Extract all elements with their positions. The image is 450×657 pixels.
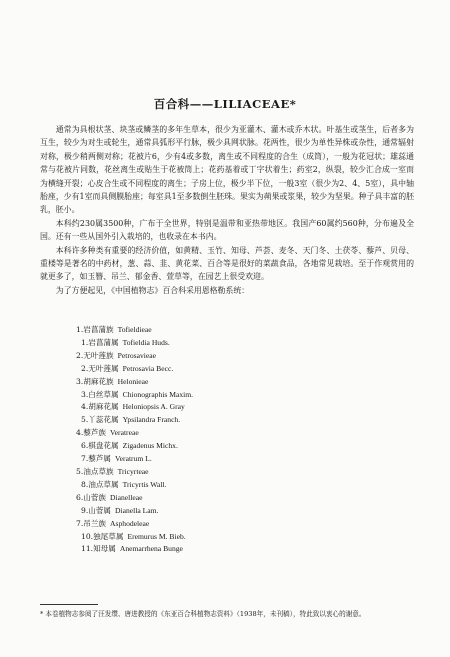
entry-latin-name: Chionographis Maxim. [122, 389, 194, 399]
entry-latin-name: Helonieae [117, 376, 149, 386]
entry-latin-name: Tofieldia Huds. [122, 337, 170, 347]
body-text [40, 123, 414, 297]
page-title: 百合科——LILIACEAE* [153, 97, 297, 111]
entry-latin-name: Heloniopsis A. Gray [122, 402, 185, 412]
genus-entry [76, 363, 406, 376]
entry-chinese-name: 3.胡麻花族 [76, 376, 114, 386]
entry-latin-name: Eremurus M. Bieb. [127, 531, 186, 541]
paragraph-distribution: 本科约230属3500种，广布于全世界，特别是温带和亚热带地区。我国产60属约560种，分布遍及全国。还有一些从国外引入栽培的，也收录在本书内。 [40, 218, 414, 242]
paragraph-economic-value: 本科许多种类有重要的经济价值，如黄精、玉竹、知母、芦荟、麦冬、天门冬、土茯苓、藜芦、贝母、重楼等是著名的中药材，葱、蒜、韭、黄花菜、百合等是很好的菜蔬食品，各地常见栽培。至于作观赏用的就更多了，如玉簪、吊兰、郁金香、萱草等，在园艺上很受欢迎。 [40, 245, 414, 282]
entry-latin-name: Veratrum L. [115, 454, 152, 464]
entry-latin-name: Zigadenus Michx. [122, 441, 178, 451]
entry-chinese-name: 2.无叶莲属 [81, 363, 119, 373]
entry-latin-name: Tricyrteae [117, 466, 149, 476]
tribe-entry [76, 518, 406, 531]
entry-latin-name: Asphodeleae [110, 518, 150, 528]
entry-latin-name: Anemarrhena Bunge [119, 544, 183, 554]
entry-chinese-name: 4.藜芦族 [76, 428, 107, 438]
tribe-entry [76, 492, 406, 505]
footnote-divider [40, 604, 98, 605]
entry-chinese-name: 6.棋盘花属 [81, 441, 119, 451]
tribe-entry [76, 466, 406, 479]
entry-chinese-name: 3.白丝草属 [81, 389, 119, 399]
entry-latin-name: Tricyrtis Wall. [122, 479, 167, 489]
genus-entry [76, 505, 406, 518]
entry-chinese-name: 8.油点草属 [81, 479, 119, 489]
entry-latin-name: Dianelleae [110, 492, 143, 502]
entry-latin-name: Veratreae [110, 428, 139, 438]
genus-entry [76, 389, 406, 402]
entry-chinese-name: 7.藜芦属 [81, 454, 112, 464]
paragraph-system-intro: 为了方便起见，《中国植物志》百合科采用恩格勒系统： [55, 285, 250, 295]
entry-latin-name: Petrosavieae [117, 350, 156, 360]
genus-entry [76, 543, 406, 556]
tribe-entry [76, 350, 406, 363]
genus-entry [76, 337, 406, 350]
classification-list [76, 324, 406, 556]
entry-chinese-name: 5.油点草族 [76, 466, 114, 476]
genus-entry [76, 401, 406, 414]
entry-chinese-name: 11.知母属 [81, 544, 116, 554]
tribe-entry [76, 376, 406, 389]
entry-chinese-name: 7.吊兰族 [76, 518, 107, 528]
entry-latin-name: Tofieldieae [117, 325, 152, 334]
genus-entry [76, 414, 406, 427]
entry-chinese-name: 4.胡麻花属 [81, 402, 119, 412]
entry-latin-name: Ypsilandra Franch. [122, 415, 181, 425]
tribe-entry [76, 324, 406, 337]
entry-chinese-name: 6.山菅族 [76, 492, 107, 502]
genus-entry [76, 440, 406, 453]
paragraph-description: 通常为具根状茎、块茎或鳞茎的多年生草本，很少为亚灌木、灌木或乔木状。叶基生或茎生，后者多为互生，较少为对生或轮生，通常具弧形平行脉，极少具网状脉。花两性，很少为单性异株或杂性，通常辐射对称，极少稍两侧对称；花被片6，少有4或多数，离生或不同程度的合生（成筒），一般为花冠状；雄蕊通常与花被片同数，花丝离生或贴生于花被筒上；花药基着或丁字状着生；药室2，纵裂，较少汇合成一室而为横缝开裂；心皮合生或不同程度的离生；子房上位，极少半下位，一般3室（很少为2、4、5室），具中轴胎座，少有1室而具侧膜胎座；每室具1至多数倒生胚珠。果实为蒴果或浆果，较少为坚果。种子具丰富的胚乳，胚小。 [40, 125, 414, 215]
entry-latin-name: Petrosavia Becc. [122, 363, 174, 373]
genus-entry [76, 453, 406, 466]
entry-chinese-name: 5.丫蕊花属 [81, 415, 119, 425]
entry-chinese-name: 1.岩菖蒲属 [81, 337, 119, 347]
tribe-entry [76, 427, 406, 440]
entry-chinese-name: 2.无叶莲族 [76, 350, 114, 360]
entry-latin-name: Dianella Lam. [115, 505, 159, 515]
entry-chinese-name: 9.山菅属 [81, 505, 112, 515]
genus-entry [76, 531, 406, 544]
footnote: * 本卷植物志参阅了汪发缵、唐进教授的《东亚百合科植物志资料》（1938年，未刊稿），特此致以衷心的谢意。 [40, 610, 366, 618]
entry-chinese-name: 1.岩菖蒲族 [76, 325, 114, 334]
entry-chinese-name: 10.独尾草属 [81, 531, 124, 541]
genus-entry [76, 479, 406, 492]
